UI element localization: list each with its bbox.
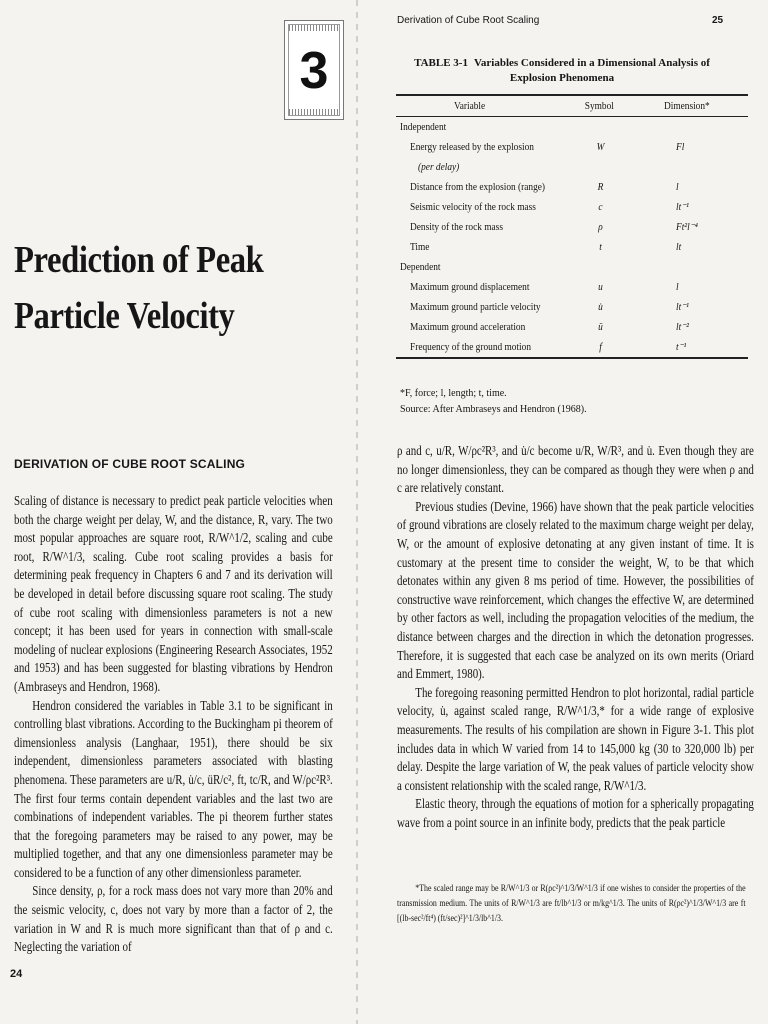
cell-symbol: c: [598, 201, 603, 213]
box-border-decoration: [289, 109, 339, 115]
cell-dimension: lt⁻¹: [676, 201, 689, 213]
table-header-row: [396, 96, 748, 116]
cell-variable: (per delay): [418, 161, 460, 173]
cell-symbol: ρ: [598, 221, 603, 233]
cell-symbol: R: [597, 181, 604, 193]
page-footnote: [397, 882, 746, 927]
cell-symbol: u: [598, 281, 603, 293]
cell-variable: Time: [410, 241, 430, 253]
cell-dimension: lt⁻¹: [676, 301, 689, 313]
column-header-symbol: Symbol: [584, 100, 614, 112]
chapter-number-box: [284, 20, 344, 120]
variables-table: [396, 94, 748, 359]
cell-symbol: W: [596, 141, 605, 153]
page-gutter: [356, 0, 358, 1024]
table-label: TABLE 3-1: [414, 57, 468, 69]
footnote-text: *The scaled range may be R/W^1/3 or R(ρc²)^1/3/W^1/3 if one wishes to consider the properties of the transmission medium. The units of R/W^1/3 are ft/lb^1/3 or m/kg^1/3. The units of R(ρc²)^1/3/W^1/3 are ft [(lb-sec²/ft⁴) (ft/sec)²]^1/3/lb^1/3.: [397, 884, 746, 924]
cell-symbol: ü: [598, 321, 603, 333]
column-header-variable: Variable: [454, 100, 486, 112]
paragraph: ρ and c, u/R, W/ρc²R³, and u̇/c become u/R, W/R³, and u̇. Even though they are no longer dimensionless, they can be compared as though they were when ρ and c are relatively constant.: [397, 443, 754, 496]
cell-symbol: t: [599, 241, 602, 253]
chapter-number: 3: [299, 42, 329, 100]
cell-variable: Maximum ground acceleration: [410, 321, 526, 333]
table-caption: [412, 56, 712, 86]
table-row: [396, 317, 748, 337]
table-row: [396, 337, 748, 357]
paragraph: Previous studies (Devine, 1966) have shown that the peak particle velocities of ground vibrations are closely related to the maximum charge weight per delay, W, or the amount of explosive detonating at any given instant of time. It is customary at the present time to consider the weight, W, to be that which detonates within any given 8 ms period of time. However, the possibilities of constructive wave reinforcement, which changes the effective W, are determined by other factors as well, including the propagation velocities of the medium, the distance between charges and the direction in which the detonation progresses. Therefore, it is suggested that each case be analyzed on its own merits (Oriard and Emmert, 1980).: [397, 498, 754, 682]
box-border-decoration: [289, 25, 339, 31]
left-body-text: [14, 492, 333, 957]
table-footnote: *F, force; l, length; t, time.: [400, 388, 507, 399]
cell-dimension: Fl: [676, 141, 685, 153]
table-row: [396, 257, 748, 277]
table-caption-text: Variables Considered in a Dimensional Analysis of Explosion Phenomena: [473, 57, 710, 84]
page-number: 25: [712, 15, 724, 26]
right-body-text: [397, 442, 754, 832]
paragraph: Since density, ρ, for a rock mass does not vary more than 20% and the seismic velocity, c, does not vary by more than a factor of 2, the variation in W and R is much more significant than that of ρ and c. Neglecting the variation of: [14, 883, 333, 955]
chapter-title-line: Prediction of Peak: [14, 239, 264, 281]
cell-variable: Density of the rock mass: [410, 221, 503, 233]
cell-symbol: u̇: [598, 301, 603, 313]
cell-variable: Energy released by the explosion: [410, 141, 534, 153]
paragraph: Scaling of distance is necessary to predict peak particle velocities when both the charge weight per delay, W, and the distance, R, vary. The two most popular approaches are square root, R/W^1/2, scaling and cube root, R/W^1/3, scaling. Cube root scaling provides a basis for determining peak frequency in Chapters 6 and 7 and its derivation will be developed in detail before discussing square root scaling. The study of cube root scaling with dimensionless parameters is not a new concept; it has been used for years in connection with small-scale modeling of nuclear explosions (Engineering Research Associates, 1952 and 1953) and has been suggested for blasting vibrations by Hendron (Ambraseys and Hendron, 1968).: [14, 493, 333, 694]
table-row: [396, 137, 748, 157]
chapter-title-line: Particle Velocity: [14, 295, 235, 337]
table-rule: [396, 357, 748, 359]
cell-dimension: lt⁻²: [676, 321, 689, 333]
cell-variable: Dependent: [400, 261, 441, 273]
table-row: [396, 277, 748, 297]
cell-variable: Independent: [400, 121, 447, 133]
table-row: [396, 237, 748, 257]
cell-dimension: Ft²l⁻⁴: [676, 221, 698, 233]
cell-dimension: l: [676, 281, 679, 293]
cell-variable: Maximum ground displacement: [410, 281, 530, 293]
table-body: [396, 117, 748, 357]
cell-dimension: t⁻¹: [676, 341, 687, 353]
table-row: [396, 297, 748, 317]
paragraph: Hendron considered the variables in Table 3.1 to be significant in controlling blast vibrations. According to the Buckingham pi theorem of dimensionless analysis (Langhaar, 1951), there should be six independent, dimensionless parameters associated with blasting phenomena. These parameters are u/R, u̇/c, üR/c², ft, tc/R, and W/ρc²R³. The first four terms contain dependent variables and the last two are combinations of independent variables. The pi theorem further states that the foregoing parameters may be raised to any power, may be multiplied together, and that any one dimensionless parameter may be considered to be a function of any other dimensionless parameter.: [14, 697, 333, 880]
table-row: [396, 217, 748, 237]
cell-variable: Frequency of the ground motion: [410, 341, 532, 353]
table-row: [396, 117, 748, 137]
cell-variable: Distance from the explosion (range): [410, 181, 546, 193]
table-row: [396, 177, 748, 197]
chapter-title: [14, 232, 272, 344]
table-row: [396, 197, 748, 217]
cell-variable: Maximum ground particle velocity: [410, 301, 541, 313]
section-heading: DERIVATION OF CUBE ROOT SCALING: [14, 457, 246, 471]
running-head: Derivation of Cube Root Scaling: [397, 15, 540, 26]
table-notes: [400, 386, 740, 418]
cell-dimension: lt: [676, 241, 682, 253]
cell-variable: Seismic velocity of the rock mass: [410, 201, 536, 213]
table-source: Source: After Ambraseys and Hendron (1968).: [400, 404, 587, 415]
table-row: [396, 157, 748, 177]
paragraph: The foregoing reasoning permitted Hendron to plot horizontal, radial particle velocity, u̇, against scaled range, R/W^1/3,* for a wide range of explosive measurements. The results of his compilation are shown in Figure 3-1. This plot includes data in which W varied from 14 to 145,000 kg (30 to 320,000 lb) per delay. Despite the large variation of W, the peak values of particle velocity show a consistent relationship with the scaled range, R/W^1/3.: [397, 684, 754, 793]
paragraph: Elastic theory, through the equations of motion for a spherically propagating wave from a point source in an infinite body, predicts that the peak particle: [397, 796, 754, 830]
page-number: 24: [10, 968, 23, 980]
column-header-dimension: Dimension*: [664, 100, 710, 112]
cell-symbol: f: [599, 341, 602, 353]
cell-dimension: l: [676, 181, 679, 193]
